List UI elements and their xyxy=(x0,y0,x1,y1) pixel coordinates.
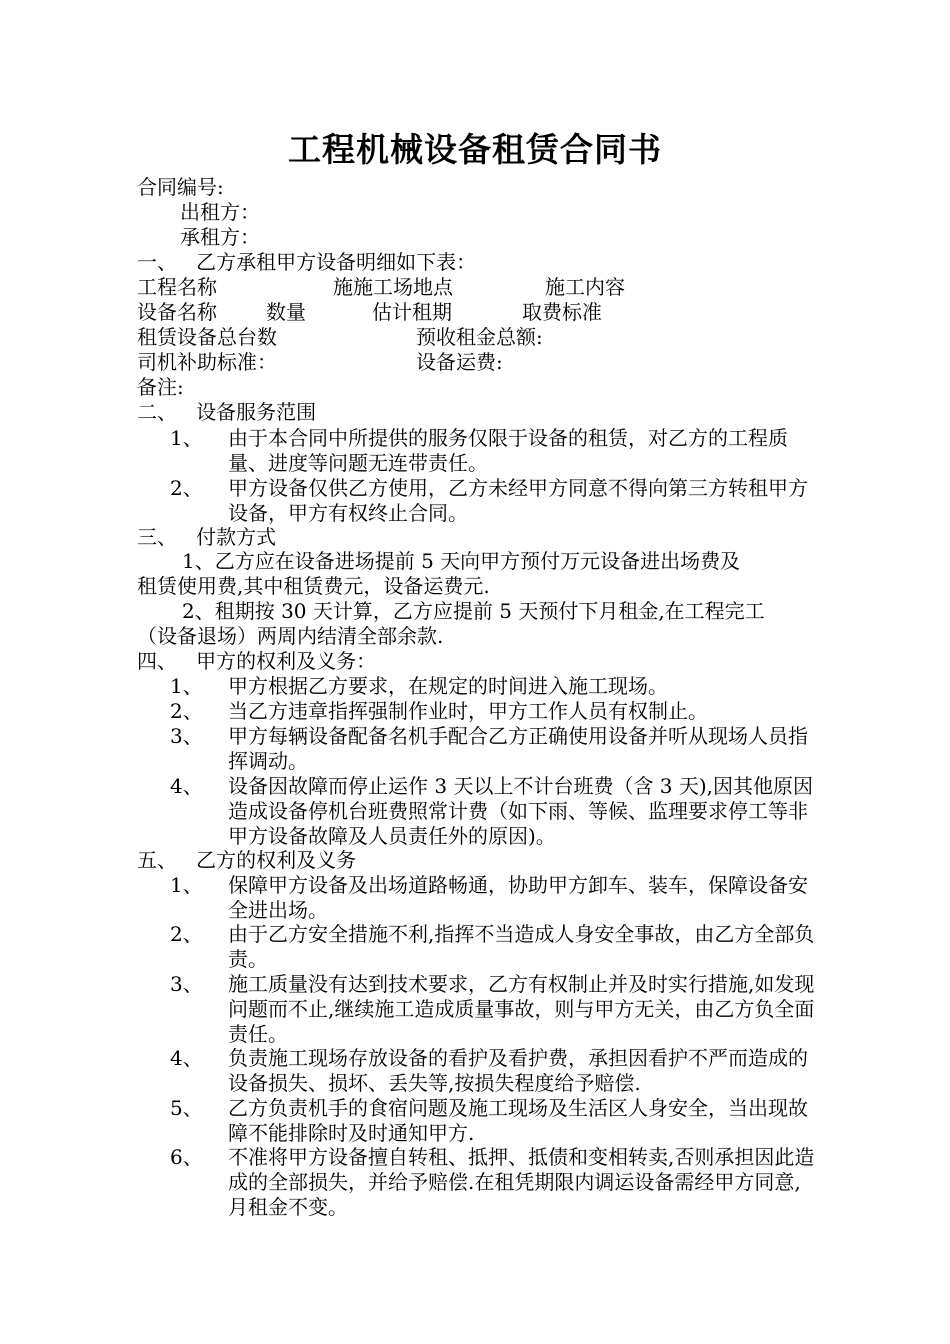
list-item-text: 设备因故障而停止运作 3 天以上不计台班费（含 3 天),因其他原因造成设备停机台班费照常计费（如下雨、等候、监理要求停工等非甲方设备故障及人员责任外的原因)。 xyxy=(228,774,814,848)
list-item-number: 4、 xyxy=(170,1046,203,1070)
list-item-number: 3、 xyxy=(170,972,203,996)
payment-clause-1-line-1: 1、乙方应在设备进场提前 5 天向甲方预付万元设备进出场费及 xyxy=(182,549,741,573)
field-quantity: 数量 xyxy=(266,300,306,324)
payment-clause-2-line-1: 2、租期按 30 天计算，乙方应提前 5 天预付下月租金,在工程完工 xyxy=(182,599,765,623)
section-4-heading: 四、 甲方的权利及义务： xyxy=(137,649,377,673)
lessee-label: 承租方： xyxy=(180,225,260,249)
field-prepaid-rent: 预收租金总额: xyxy=(416,325,543,349)
list-item-text: 甲方根据乙方要求，在规定的时间进入施工现场。 xyxy=(228,674,668,698)
lessor-label: 出租方： xyxy=(180,200,260,224)
list-item-number: 6、 xyxy=(170,1145,203,1169)
field-site-location: 施施工场地点 xyxy=(333,275,453,299)
contract-number-label: 合同编号: xyxy=(137,175,224,199)
section-5-heading: 五、 乙方的权利及义务 xyxy=(137,848,357,872)
field-equipment-name: 设备名称 xyxy=(137,300,217,324)
list-item-number: 4、 xyxy=(170,774,203,798)
list-item-text: 甲方每辆设备配备名机手配合乙方正确使用设备并听从现场人员指挥调动。 xyxy=(228,724,808,773)
list-item-text: 当乙方违章指挥强制作业时，甲方工作人员有权制止。 xyxy=(228,699,708,723)
document-title: 工程机械设备租赁合同书 xyxy=(288,130,662,169)
field-project-name: 工程名称 xyxy=(137,275,217,299)
list-item-number: 1、 xyxy=(170,873,203,897)
list-item-number: 3、 xyxy=(170,724,203,748)
list-item-text: 负责施工现场存放设备的看护及看护费，承担因看护不严而造成的设备损失、损坏、丢失等,按损失程度给予赔偿. xyxy=(228,1046,808,1095)
list-item-number: 2、 xyxy=(170,476,203,500)
payment-clause-2-line-2: （设备退场）两周内结清全部余款. xyxy=(137,624,444,648)
section-2-heading: 二、 设备服务范围 xyxy=(137,400,317,424)
list-item-number: 1、 xyxy=(170,426,203,450)
list-item-number: 2、 xyxy=(170,699,203,723)
field-driver-allowance: 司机补助标准： xyxy=(137,350,277,374)
field-remarks: 备注: xyxy=(137,375,184,399)
list-item-text: 不准将甲方设备擅自转租、抵押、抵债和变相转卖,否则承担因此造成的全部损失，并给予赔偿.在租凭期限内调运设备需经甲方同意,月租金不变。 xyxy=(228,1145,815,1219)
field-transport-fee: 设备运费: xyxy=(416,350,503,374)
list-item-text: 乙方负责机手的食宿问题及施工现场及生活区人身安全，当出现故障不能排除时及时通知甲方. xyxy=(228,1096,808,1145)
payment-clause-1-line-2: 租赁使用费,其中租赁费元，设备运费元. xyxy=(137,574,490,598)
field-rental-period: 估计租期 xyxy=(372,300,452,324)
list-item-number: 2、 xyxy=(170,922,203,946)
field-fee-standard: 取费标准 xyxy=(522,300,602,324)
field-work-content: 施工内容 xyxy=(545,275,625,299)
list-item-text: 甲方设备仅供乙方使用，乙方未经甲方同意不得向第三方转租甲方设备，甲方有权终止合同。 xyxy=(228,476,808,525)
list-item-text: 施工质量没有达到技术要求，乙方有权制止并及时实行措施,如发现问题而不止,继续施工造成质量事故，则与甲方无关，由乙方负全面责任。 xyxy=(228,972,815,1046)
list-item-text: 保障甲方设备及出场道路畅通，协助甲方卸车、装车，保障设备安全进出场。 xyxy=(228,873,808,922)
list-item-text: 由于乙方安全措施不利,指挥不当造成人身安全事故，由乙方全部负责。 xyxy=(228,922,815,971)
list-item-text: 由于本合同中所提供的服务仅限于设备的租赁，对乙方的工程质量、进度等问题无连带责任。 xyxy=(228,426,788,475)
section-3-heading: 三、 付款方式 xyxy=(137,525,277,549)
list-item-number: 1、 xyxy=(170,674,203,698)
list-item-number: 5、 xyxy=(170,1096,203,1120)
field-total-units: 租赁设备总台数 xyxy=(137,325,277,349)
section-1-heading: 一、 乙方承租甲方设备明细如下表： xyxy=(137,250,477,274)
